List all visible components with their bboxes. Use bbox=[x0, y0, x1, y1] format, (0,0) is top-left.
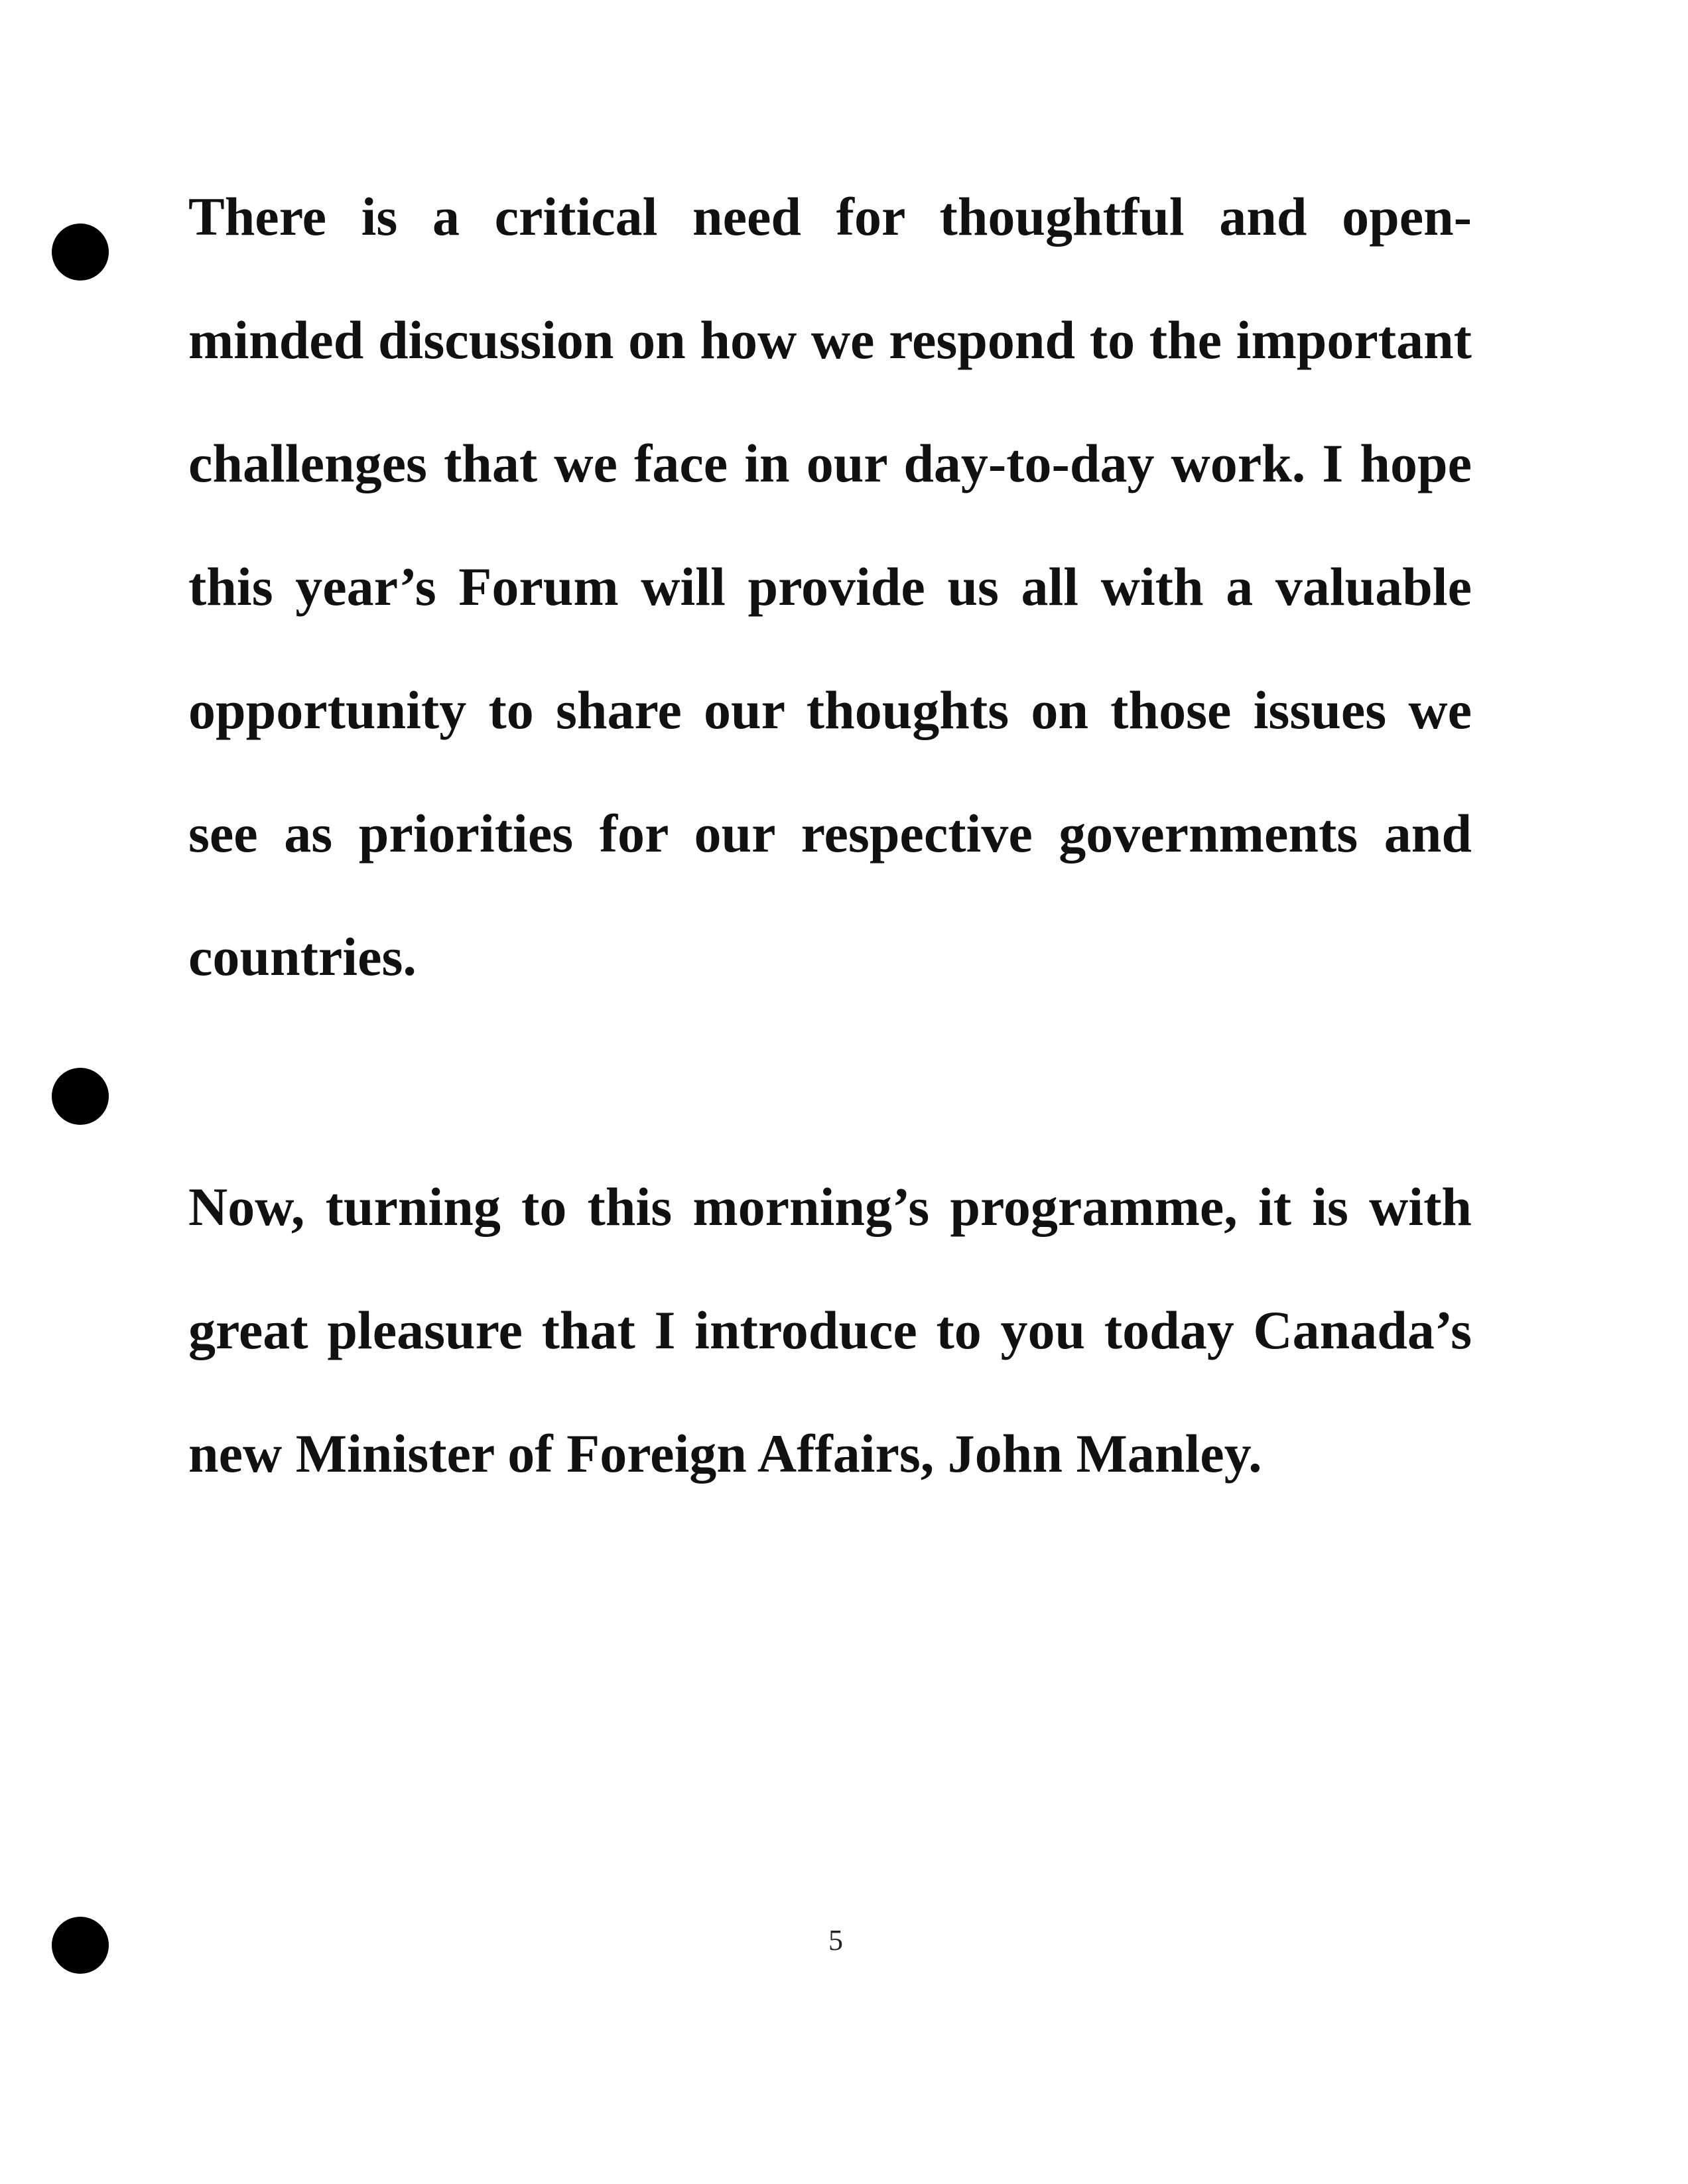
punch-hole-top bbox=[52, 224, 109, 281]
paragraph-forum-discussion: There is a critical need for thoughtful and open-minded discussion on how we respond to the important challenges that we face in our day-to-day work. I hope this year’s Forum will provide us all with a valuable opportunity to share our thoughts on those issues we see as priorities for our respective governments and countries. bbox=[188, 186, 1472, 987]
paragraph-minister-introduction: Now, turning to this morning’s programme, it is with great pleasure that I introduce to you today Canada’s new Minister of Foreign Affairs, John Manley. bbox=[188, 1177, 1472, 1484]
page-number: 5 bbox=[828, 1924, 843, 1957]
punch-hole-bottom bbox=[52, 1917, 109, 1974]
punch-hole-middle bbox=[52, 1068, 109, 1125]
